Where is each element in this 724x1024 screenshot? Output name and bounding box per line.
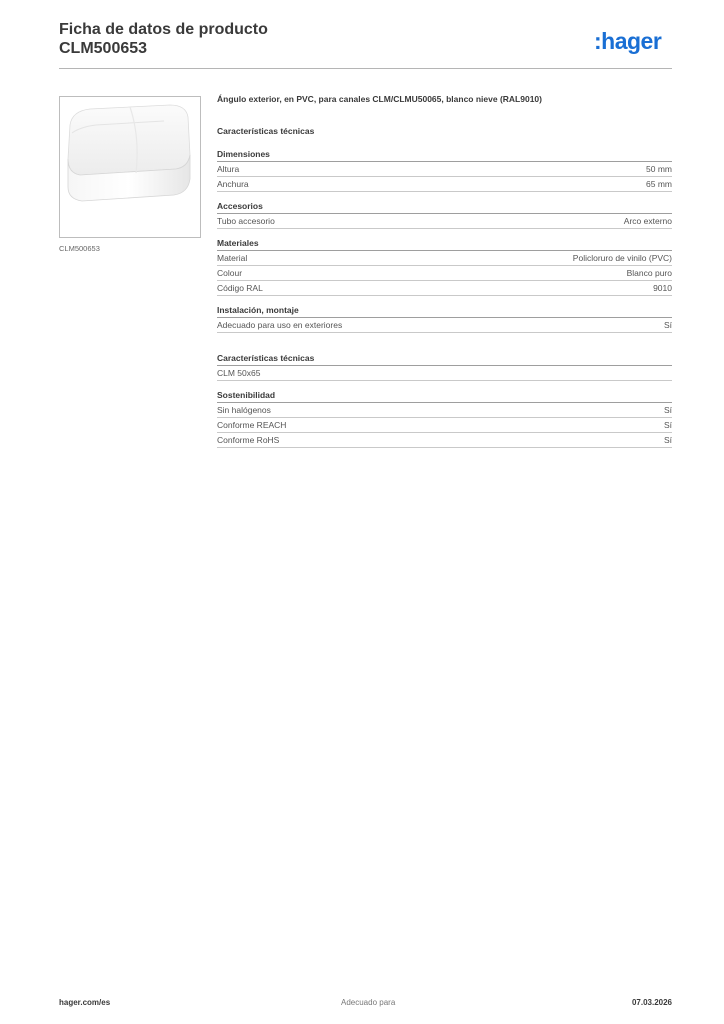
row-label: Adecuado para uso en exteriores xyxy=(217,320,343,330)
section-accesorios xyxy=(217,201,672,229)
section-title: Dimensiones xyxy=(217,149,672,162)
image-caption: CLM500653 xyxy=(59,244,100,253)
row-value: Sí xyxy=(663,435,672,445)
section-instalacion xyxy=(217,305,672,333)
section-title: Características técnicas xyxy=(217,353,672,366)
product-description: Ángulo exterior, en PVC, para canales CLM/CLMU50065, blanco nieve (RAL9010) xyxy=(217,94,542,104)
table-row xyxy=(217,162,672,177)
hager-logo: :hager xyxy=(594,28,662,54)
row-label: Material xyxy=(217,253,248,263)
row-label: Tubo accesorio xyxy=(217,216,275,226)
section-title: Accesorios xyxy=(217,201,672,214)
row-label: Altura xyxy=(217,164,240,174)
table-row xyxy=(217,318,672,333)
row-value: 9010 xyxy=(653,283,672,293)
section-caracteristicas xyxy=(217,353,672,381)
main-heading: Características técnicas xyxy=(217,126,315,136)
row-value: Sí xyxy=(663,320,672,330)
row-label: CLM 50x65 xyxy=(217,368,261,378)
row-value: Sí xyxy=(663,405,672,415)
table-row xyxy=(217,214,672,229)
table-row xyxy=(217,366,672,381)
product-code: CLM500653 xyxy=(59,40,148,57)
section-materiales xyxy=(217,238,672,296)
section-title: Sostenibilidad xyxy=(217,390,672,403)
table-row xyxy=(217,177,672,192)
section-sostenibilidad xyxy=(217,390,672,448)
row-label: Anchura xyxy=(217,179,249,189)
row-label: Sin halógenos xyxy=(217,405,271,415)
product-image xyxy=(59,96,201,238)
row-value: Arco externo xyxy=(623,216,672,226)
row-value: Blanco puro xyxy=(626,268,672,278)
table-row xyxy=(217,281,672,296)
row-label: Conforme RoHS xyxy=(217,435,280,445)
product-details xyxy=(217,94,672,457)
row-label: Código RAL xyxy=(217,283,263,293)
footer-website-link[interactable]: hager.com/es xyxy=(59,998,111,1007)
section-dimensiones xyxy=(217,149,672,192)
table-row xyxy=(217,418,672,433)
footer-center-text: Adecuado para xyxy=(341,998,396,1007)
row-value: Sí xyxy=(663,420,672,430)
row-label: Colour xyxy=(217,268,243,278)
table-row xyxy=(217,433,672,448)
table-row xyxy=(217,266,672,281)
row-value: 65 mm xyxy=(646,179,672,189)
row-value: 50 mm xyxy=(646,164,672,174)
table-row xyxy=(217,403,672,418)
section-title: Materiales xyxy=(217,238,672,251)
header-divider xyxy=(59,68,672,69)
footer-date: 07.03.2026 xyxy=(631,998,672,1007)
page-title: Ficha de datos de producto xyxy=(59,21,268,38)
section-title: Instalación, montaje xyxy=(217,305,672,318)
table-row xyxy=(217,251,672,266)
row-value: Policloruro de vinilo (PVC) xyxy=(572,253,672,263)
row-label: Conforme REACH xyxy=(217,420,287,430)
corner-fitting-illustration xyxy=(60,97,200,237)
